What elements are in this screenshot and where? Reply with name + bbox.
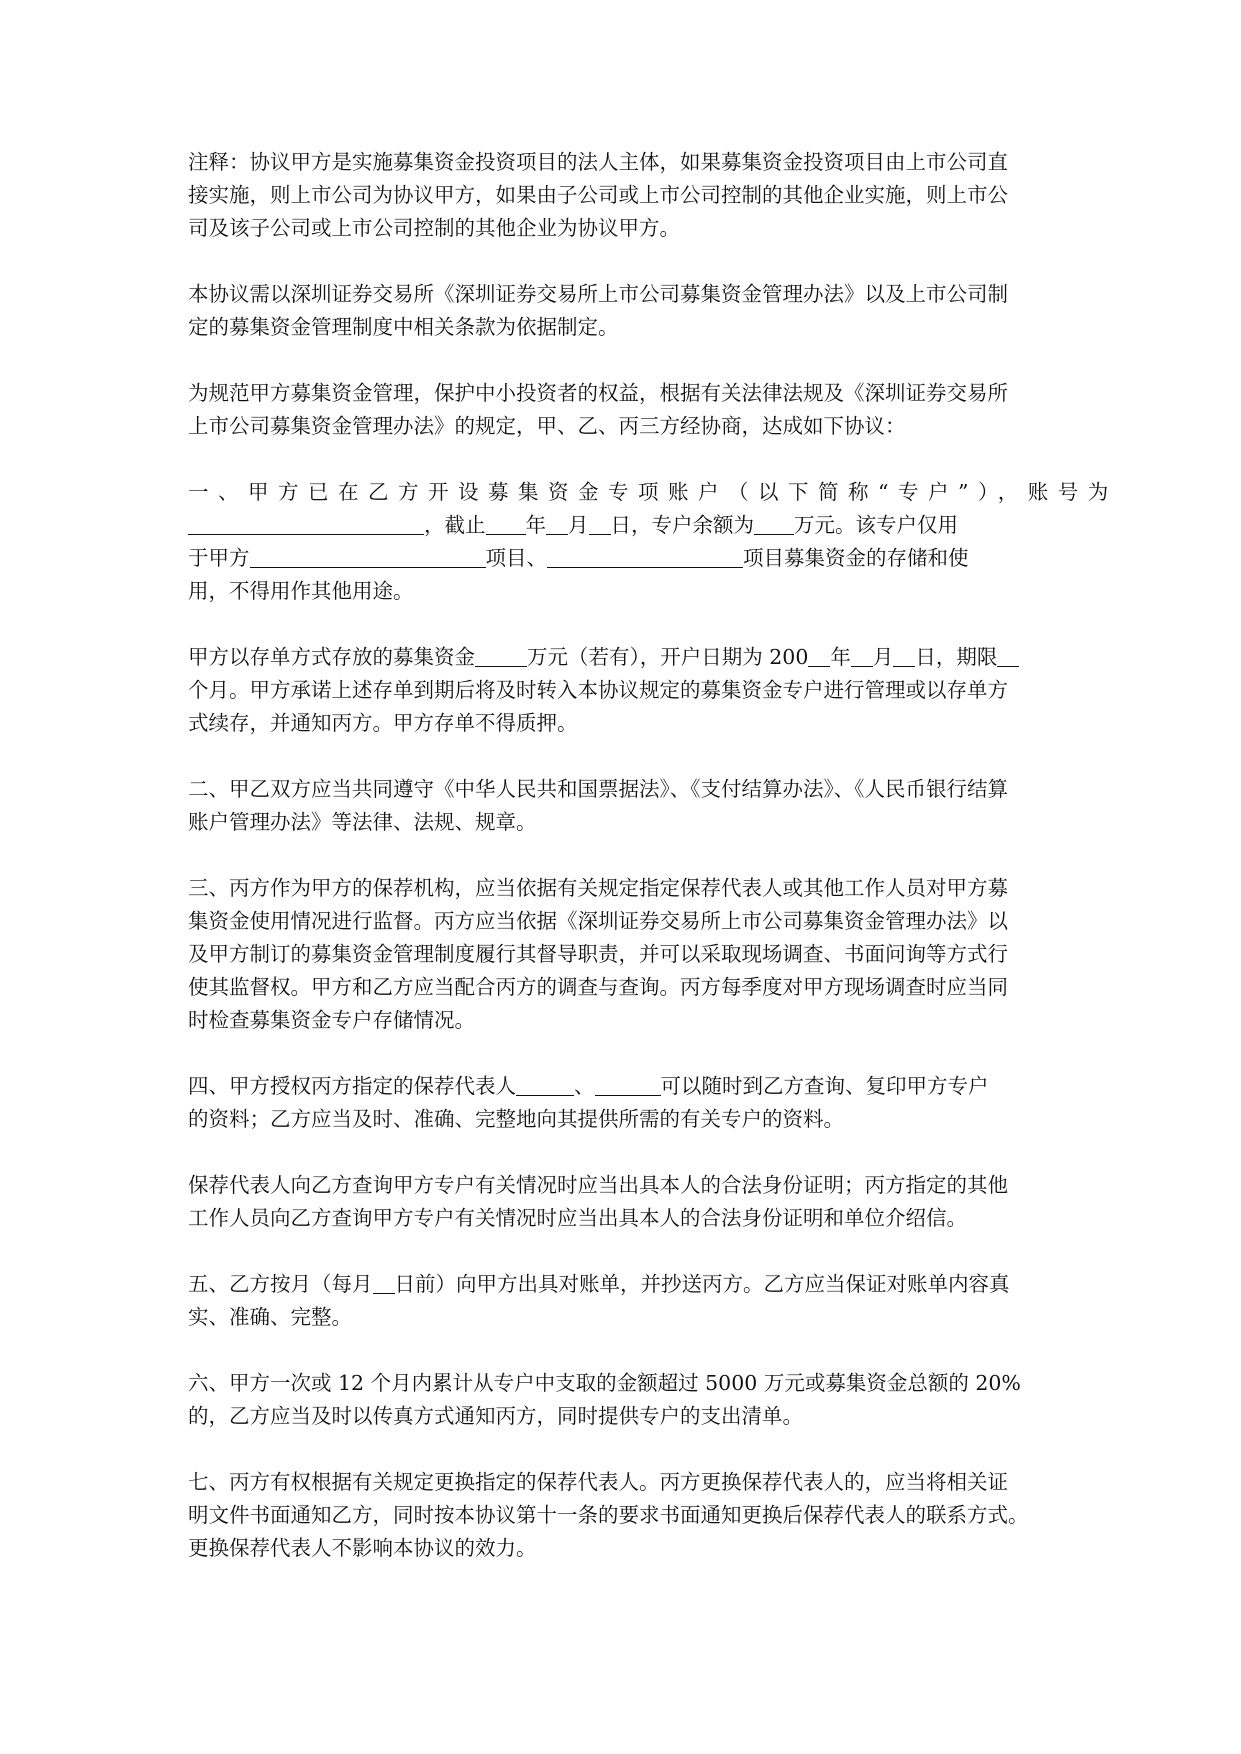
clause-7-paragraph — [188, 1466, 1068, 1565]
text-segment: 、 — [574, 1074, 595, 1098]
text-line: 定的募集资金管理制度中相关条款为依据制定。 — [188, 315, 619, 339]
basis-paragraph — [188, 278, 1068, 344]
month-blank — [546, 510, 568, 535]
project-name-blank — [547, 543, 743, 568]
clause-3-paragraph — [188, 872, 1068, 1037]
year-blank — [808, 642, 830, 667]
text-segment: ，截止 — [424, 513, 486, 537]
text-line: 司及该子公司或上市公司控制的其他企业为协议甲方。 — [188, 216, 680, 240]
year-blank — [486, 510, 526, 535]
text-line: 账户管理办法》等法律、法规、规章。 — [188, 810, 537, 834]
text-line: 时检查募集资金专户存储情况。 — [188, 1008, 475, 1032]
representative-blank — [595, 1071, 661, 1096]
text-line: 的，乙方应当及时以传真方式通知丙方，同时提供专户的支出清单。 — [188, 1404, 803, 1428]
text-segment: 可以随时到乙方查询、复印甲方专户 — [660, 1074, 989, 1098]
text-line: 六、甲方一次或 12 个月内累计从专户中支取的金额超过 5000 万元或募集资金总额的 20% — [188, 1371, 1021, 1395]
text-segment: 月 — [872, 645, 894, 669]
clause-1-paragraph — [188, 476, 1118, 608]
text-line: 集资金使用情况进行监督。丙方应当依据《深圳证券交易所上市公司募集资金管理办法》以 — [188, 909, 1008, 933]
representative-blank — [516, 1071, 574, 1096]
text-segment: 五、乙方按月（每月 — [188, 1272, 373, 1296]
text-line — [188, 1268, 1068, 1301]
text-line: 接实施，则上市公司为协议甲方，如果由子公司或上市公司控制的其他企业实施，则上市公 — [188, 183, 1008, 207]
day-blank — [893, 642, 915, 667]
text-line: 保荐代表人向乙方查询甲方专户有关情况时应当出具本人的合法身份证明；丙方指定的其他 — [188, 1173, 1008, 1197]
text-line: 用，不得用作其他用途。 — [188, 579, 414, 603]
text-segment: 四、甲方授权丙方指定的保荐代表人 — [188, 1074, 516, 1098]
document-page — [188, 146, 1118, 1565]
text-line: 三、丙方作为甲方的保荐机构，应当依据有关规定指定保荐代表人或其他工作人员对甲方募 — [188, 876, 1008, 900]
term-blank — [997, 642, 1019, 667]
clause-6-paragraph — [188, 1367, 1068, 1433]
text-line: 个月。甲方承诺上述存单到期后将及时转入本协议规定的募集资金专户进行管理或以存单方 — [188, 678, 1008, 702]
month-blank — [851, 642, 873, 667]
text-segment: 项目募集资金的存储和使 — [743, 546, 969, 570]
text-segment: 于甲方 — [188, 546, 250, 570]
text-line: 实、准确、完整。 — [188, 1305, 352, 1329]
preamble-paragraph — [188, 377, 1068, 443]
text-line: 上市公司募集资金管理办法》的规定，甲、乙、丙三方经协商，达成如下协议： — [188, 414, 906, 438]
text-line — [188, 641, 1068, 674]
text-line: 的资料；乙方应当及时、准确、完整地向其提供所需的有关专户的资料。 — [188, 1107, 844, 1131]
clause-4-paragraph — [188, 1070, 1068, 1136]
day-blank — [589, 510, 611, 535]
text-line — [188, 542, 1068, 575]
text-line: 为规范甲方募集资金管理，保护中小投资者的权益，根据有关法律法规及《深圳证券交易所 — [188, 381, 1008, 405]
text-segment: 项目、 — [485, 546, 547, 570]
clause-2-paragraph — [188, 773, 1068, 839]
statement-day-blank — [373, 1269, 395, 1294]
deposit-paragraph — [188, 641, 1068, 740]
representative-inquiry-paragraph — [188, 1169, 1068, 1235]
text-line — [188, 509, 1068, 542]
note-paragraph — [188, 146, 1068, 245]
text-segment: 日，专户余额为 — [610, 513, 754, 537]
text-line: 明文件书面通知乙方，同时按本协议第十一条的要求书面通知更换后保荐代表人的联系方式。 — [188, 1503, 1029, 1527]
project-name-blank — [250, 543, 486, 568]
text-line: 及甲方制订的募集资金管理制度履行其督导职责，并可以采取现场调查、书面问询等方式行 — [188, 942, 1008, 966]
text-line: 七、丙方有权根据有关规定更换指定的保荐代表人。丙方更换保荐代表人的，应当将相关证 — [188, 1470, 1008, 1494]
balance-blank — [754, 510, 794, 535]
text-line: 本协议需以深圳证券交易所《深圳证券交易所上市公司募集资金管理办法》以及上市公司制 — [188, 282, 1008, 306]
text-line: 一、甲方已在乙方开设募集资金专项账户（以下简称“专户”），账号为 — [188, 480, 1118, 504]
text-segment: 年 — [525, 513, 546, 537]
text-line: 更换保荐代表人不影响本协议的效力。 — [188, 1536, 537, 1560]
text-segment: 万元。该专户仅用 — [794, 513, 958, 537]
deposit-amount-blank — [475, 642, 527, 667]
text-segment: 甲方以存单方式存放的募集资金 — [188, 645, 475, 669]
text-segment: 月 — [568, 513, 589, 537]
text-segment: 年 — [830, 645, 851, 669]
text-line: 使其监督权。甲方和乙方应当配合丙方的调查与查询。丙方每季度对甲方现场调查时应当同 — [188, 975, 1008, 999]
clause-5-paragraph — [188, 1268, 1068, 1334]
text-line: 二、甲乙双方应当共同遵守《中华人民共和国票据法》、《支付结算办法》、《人民币银行结算 — [188, 777, 1008, 801]
text-line: 式续存，并通知丙方。甲方存单不得质押。 — [188, 711, 578, 735]
text-segment: 日，期限 — [915, 645, 998, 669]
text-segment: 万元（若有），开户日期为 200 — [527, 645, 809, 669]
text-segment: 日前）向甲方出具对账单，并抄送丙方。乙方应当保证对账单内容真 — [394, 1272, 1010, 1296]
text-line — [188, 1070, 1068, 1103]
account-number-blank — [188, 510, 424, 535]
text-line: 注释：协议甲方是实施募集资金投资项目的法人主体，如果募集资金投资项目由上市公司直 — [188, 150, 1008, 174]
text-line: 工作人员向乙方查询甲方专户有关情况时应当出具本人的合法身份证明和单位介绍信。 — [188, 1206, 967, 1230]
